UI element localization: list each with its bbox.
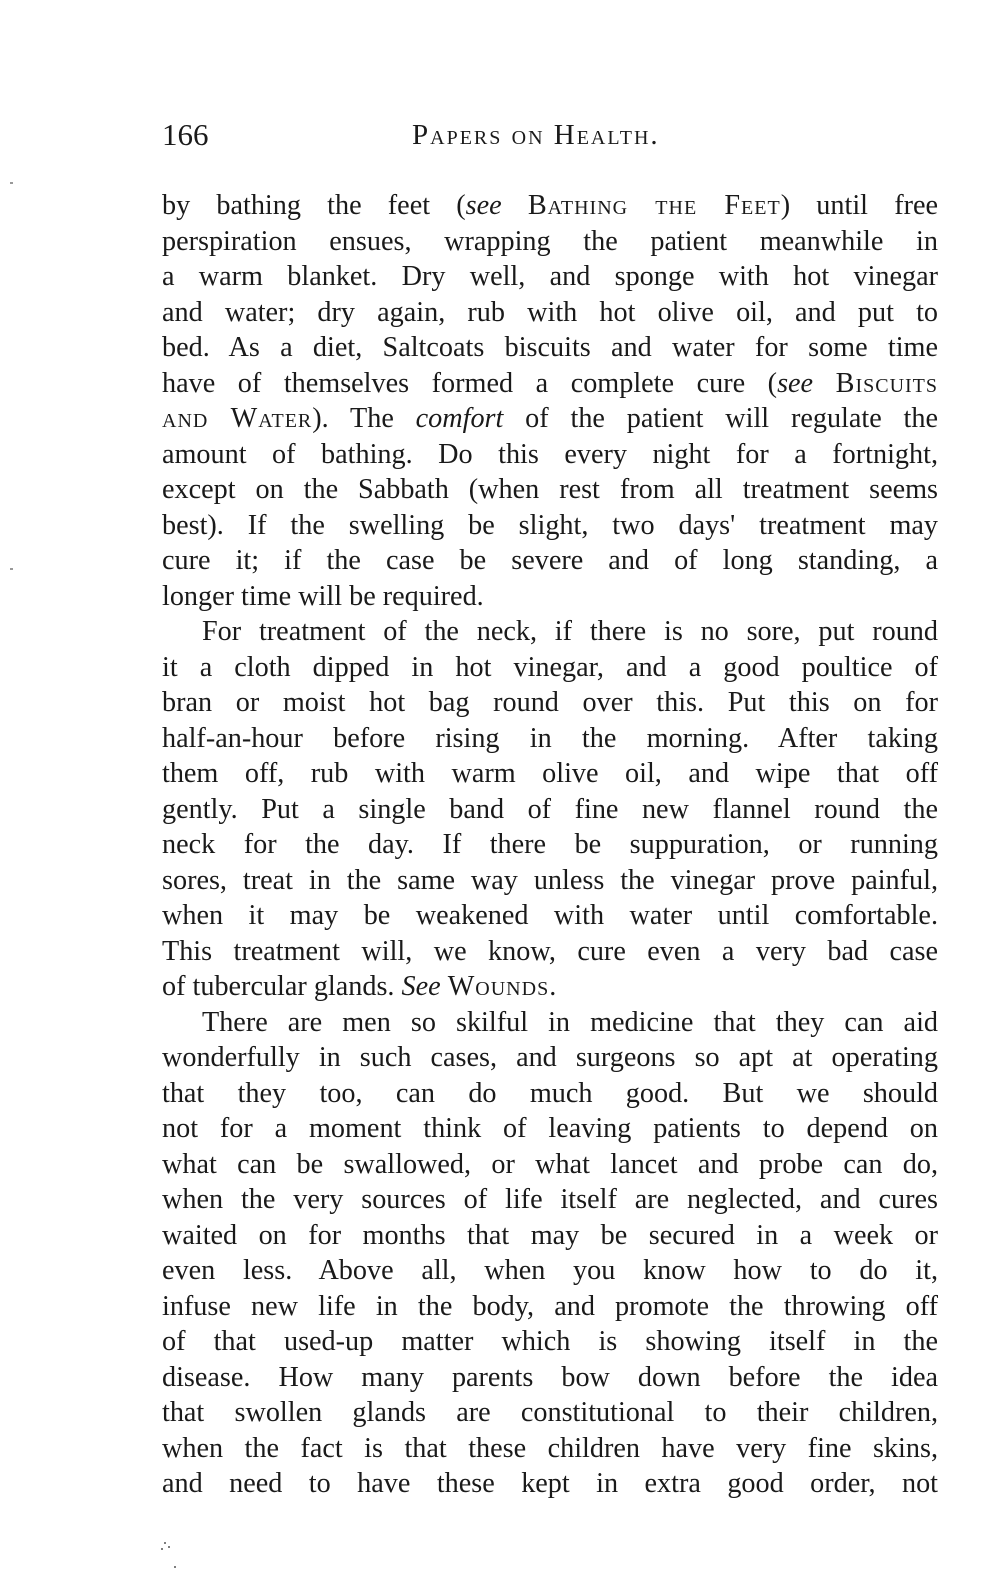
text-line: infuse new life in the body, and promote the throwing off — [162, 1290, 938, 1322]
text-line: except on the Sabbath (when rest from all treatment seems — [162, 474, 938, 505]
page-number: 166 — [162, 117, 209, 152]
text-line: This treatment will, we know, cure even a very bad case — [162, 935, 938, 967]
text-line: when it may be weakened with water until comfortable. — [162, 900, 938, 931]
text-line: perspiration ensues, wrapping the patient meanwhile in — [162, 225, 938, 257]
body-text — [162, 188, 938, 1502]
text-line: what can be swallowed, or what lancet and probe can do, — [162, 1148, 938, 1180]
text-line: and water; dry again, rub with hot olive oil, and put to — [162, 296, 938, 328]
text-line: by bathing the feet (see Bathing the Feet) until free — [162, 190, 938, 221]
text-line: half-an-hour before rising in the morning. After taking — [162, 722, 938, 754]
text-line: cure it; if the case be severe and of long standing, a — [162, 545, 938, 576]
text-line: neck for the day. If there be suppuration, or running — [162, 829, 938, 860]
text-line: not for a moment think of leaving patients to depend on — [162, 1113, 938, 1144]
text-line: For treatment of the neck, if there is no sore, put round — [202, 616, 938, 647]
text-line: that they too, can do much good. But we should — [162, 1077, 938, 1109]
running-head: Papers on Health. — [412, 119, 660, 151]
text-line: them off, rub with warm olive oil, and wipe that off — [162, 758, 938, 789]
text-line: when the very sources of life itself are neglected, and cures — [162, 1184, 938, 1215]
text-line: and Water). The comfort of the patient will regulate the — [162, 403, 938, 434]
text-line: disease. How many parents bow down before the idea — [162, 1361, 938, 1393]
text-line: of tubercular glands. See Wounds. — [162, 971, 557, 1002]
scan-speck — [168, 1546, 170, 1548]
page-header — [162, 112, 942, 158]
scan-specks — [158, 1540, 178, 1570]
text-line: it a cloth dipped in hot vinegar, and a good poultice of — [162, 651, 938, 683]
text-line: a warm blanket. Dry well, and sponge with hot vinegar — [162, 261, 938, 292]
text-line: even less. Above all, when you know how to do it, — [162, 1255, 938, 1286]
text-line: that swollen glands are constitutional to their children, — [162, 1397, 938, 1428]
scan-speck — [164, 1542, 166, 1544]
text-line: amount of bathing. Do this every night for a fortnight, — [162, 438, 938, 470]
text-line: of that used-up matter which is showing itself in the — [162, 1326, 938, 1357]
text-line: sores, treat in the same way unless the vinegar prove painful, — [162, 864, 938, 896]
text-line: when the fact is that these children have very fine skins, — [162, 1432, 938, 1464]
text-line: longer time will be required. — [162, 580, 484, 612]
scan-speck — [10, 568, 13, 570]
text-line: have of themselves formed a complete cure (see Biscuits — [162, 367, 939, 399]
text-line: and need to have these kept in extra good order, not — [162, 1468, 938, 1499]
scan-speck — [161, 1548, 163, 1550]
text-line: bran or moist hot bag round over this. Put this on for — [162, 687, 938, 718]
text-line: wonderfully in such cases, and surgeons so apt at operating — [162, 1042, 938, 1073]
text-line: gently. Put a single band of fine new flannel round the — [162, 793, 938, 825]
scan-speck — [174, 1566, 176, 1568]
text-line: best). If the swelling be slight, two days' treatment may — [162, 509, 938, 541]
scan-speck — [10, 182, 13, 184]
text-line: There are men so skilful in medicine that they can aid — [202, 1006, 938, 1038]
text-line: bed. As a diet, Saltcoats biscuits and water for some time — [162, 332, 938, 363]
text-line: waited on for months that may be secured in a week or — [162, 1219, 938, 1251]
